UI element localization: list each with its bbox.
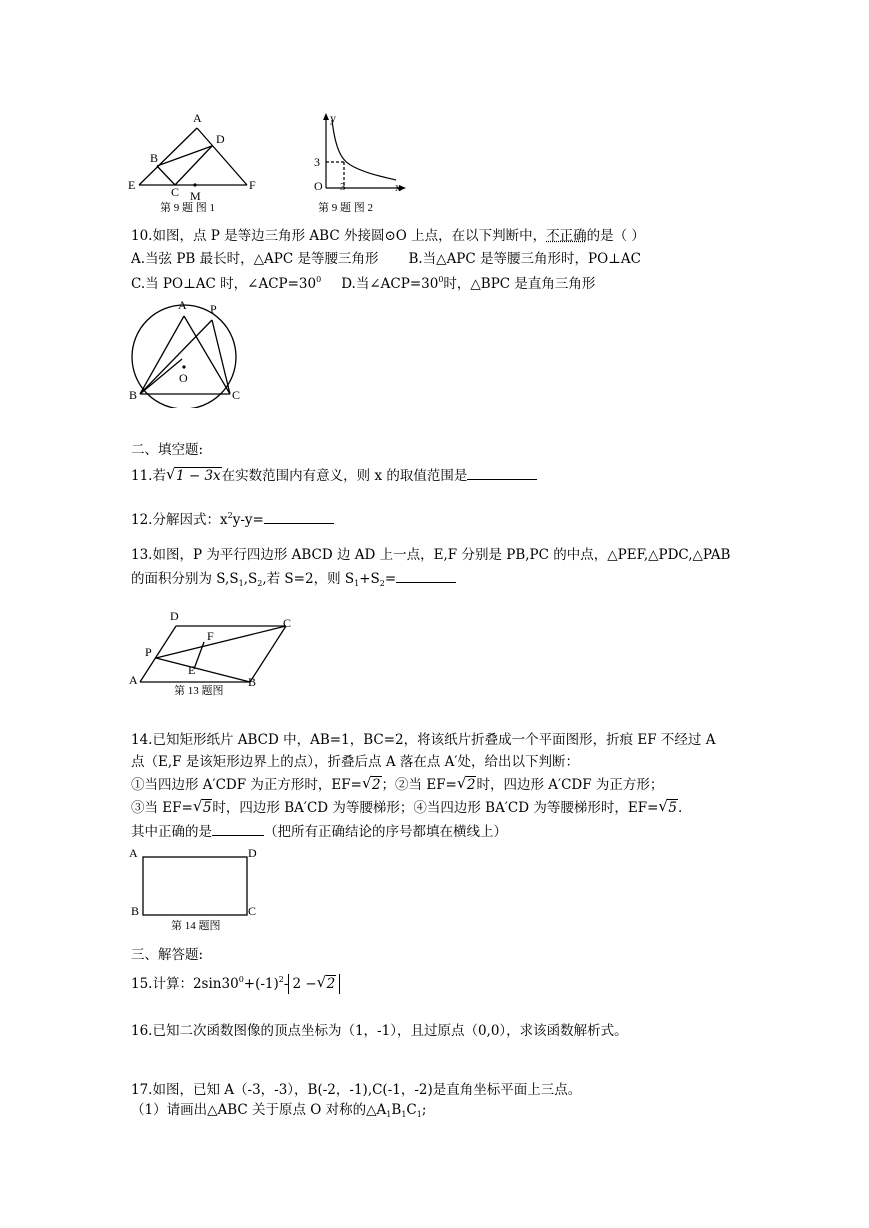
label-D: D (216, 132, 225, 146)
q14-line4: ③当 EF= √ 5时，四边形 BA′CD 为等腰梯形；④当四边形 BA′CD 为等腰梯形时，EF= √ 5. (131, 797, 683, 816)
q11: 11.若 √ 1 − 3x在实数范围内有意义，则 x 的取值范围是 (131, 465, 537, 485)
q13-line2: 的面积分别为 $S,S_1,S_2$,若 S=2，则 $S_1+S_2=$ (131, 568, 456, 593)
label-C: C (171, 185, 180, 199)
option-a: A.当弦 PB 最长时，△APC 是等腰三角形 (131, 251, 379, 267)
q12: 12.分解因式：$x^2y-y=$ (131, 507, 334, 529)
label-A: A (129, 673, 138, 687)
label-B: B (131, 904, 140, 918)
answer-blank[interactable] (467, 465, 537, 480)
label-B: B (248, 675, 257, 689)
label-C: C (232, 388, 241, 402)
axis-x-label: x (395, 180, 401, 194)
sqrt-expression: √ 1 − 3x (165, 465, 221, 484)
q10-options-ab (131, 250, 641, 268)
q13-line1: 13.如图，P 为平行四边形 ABCD 边 AD 上一点，E,F 分别是 PB,PC 的中点，△PEF,△PDC,△PAB (131, 547, 731, 563)
label-E: E (188, 663, 196, 677)
label-B: B (129, 388, 138, 402)
q10-options-cd (131, 271, 595, 293)
figure-caption: 第 9 题 图 2 (318, 202, 373, 214)
option-b: B.当△APC 是等腰三角形时，PO⊥AC (408, 251, 641, 267)
label-C: C (283, 616, 292, 630)
answer-blank[interactable] (396, 568, 456, 583)
label-C: C (248, 904, 257, 918)
label-A: A (178, 298, 187, 312)
answer-blank[interactable] (264, 509, 334, 524)
label-A: A (193, 111, 202, 125)
label-E: E (128, 178, 136, 192)
q16: 16.已知二次函数图像的顶点坐标为（1，-1），且过原点（0,0），求该函数解析式。 (131, 1023, 628, 1039)
option-c: C.当 PO⊥AC 时，$\angle ACP=30^0$ (131, 275, 322, 292)
label-D: D (248, 846, 257, 860)
figure-10 (126, 296, 251, 408)
figure-caption: 第 14 题图 (171, 920, 221, 932)
label-A: A (129, 846, 138, 860)
label-F: F (207, 629, 214, 643)
answer-blank[interactable] (212, 821, 264, 836)
q15: 15.计算：$2\sin 30^0+(-1)^2-$ 2 − √ 2 (131, 971, 340, 994)
q17-line1: 17.如图，已知 A（-3，-3），B(-2，-1),C(-1，-2)是直角坐标平面上三点。 (131, 1082, 582, 1098)
figure-9-1 (127, 110, 267, 215)
axis-y-label: y (330, 111, 336, 125)
label-O: O (179, 371, 188, 385)
absolute-value: 2 − √ 2 (288, 974, 340, 994)
label-P: P (210, 302, 217, 316)
section-solve-heading: 三、解答题: (131, 947, 204, 963)
section-fill-in-heading: 二、填空题: (131, 442, 204, 458)
option-d: D.当$\angle ACP=30^0$时，△BPC 是直角三角形 (341, 275, 596, 292)
origin-label: O (314, 179, 323, 193)
label-P: P (145, 645, 152, 659)
emphasis-text: 不正确 (546, 228, 587, 244)
q10-stem: 10.如图，点 P 是等边三角形 ABC 外接圆⊙O 上点，在以下判断中，不正确的是（ ） (131, 228, 645, 244)
figure-14 (126, 843, 266, 933)
label-B: B (150, 151, 159, 165)
q14-line5: 其中正确的是 （把所有正确结论的序号都填在横线上） (131, 821, 507, 841)
figure-13 (126, 608, 301, 700)
figure-caption: 第 9 题 图 1 (160, 202, 215, 214)
q14-line2: 点（E,F 是该矩形边界上的点），折叠后点 A 落在点 A′处，给出以下判断： (131, 754, 579, 770)
q17-line2: （1）请画出△ABC 关于原点 O 对称的$\triangle A_1B_1C_1$; (131, 1102, 427, 1119)
figure-caption: 第 13 题图 (174, 685, 224, 697)
label-M: M (190, 189, 201, 203)
label-D: D (170, 609, 179, 623)
q14-line3: ①当四边形 A′CDF 为正方形时，EF= √ 2；②当 EF= √ 2时，四边形 A′CDF 为正方形； (131, 774, 664, 793)
tick-x: 3 (340, 181, 346, 193)
tick-y: 3 (314, 155, 320, 169)
label-F: F (249, 178, 256, 192)
q14-line1: 14.已知矩形纸片 ABCD 中，AB=1，BC=2，将该纸片折叠成一个平面图形，折痕 EF 不经过 A (131, 732, 716, 748)
figure-9-2 (306, 110, 416, 215)
